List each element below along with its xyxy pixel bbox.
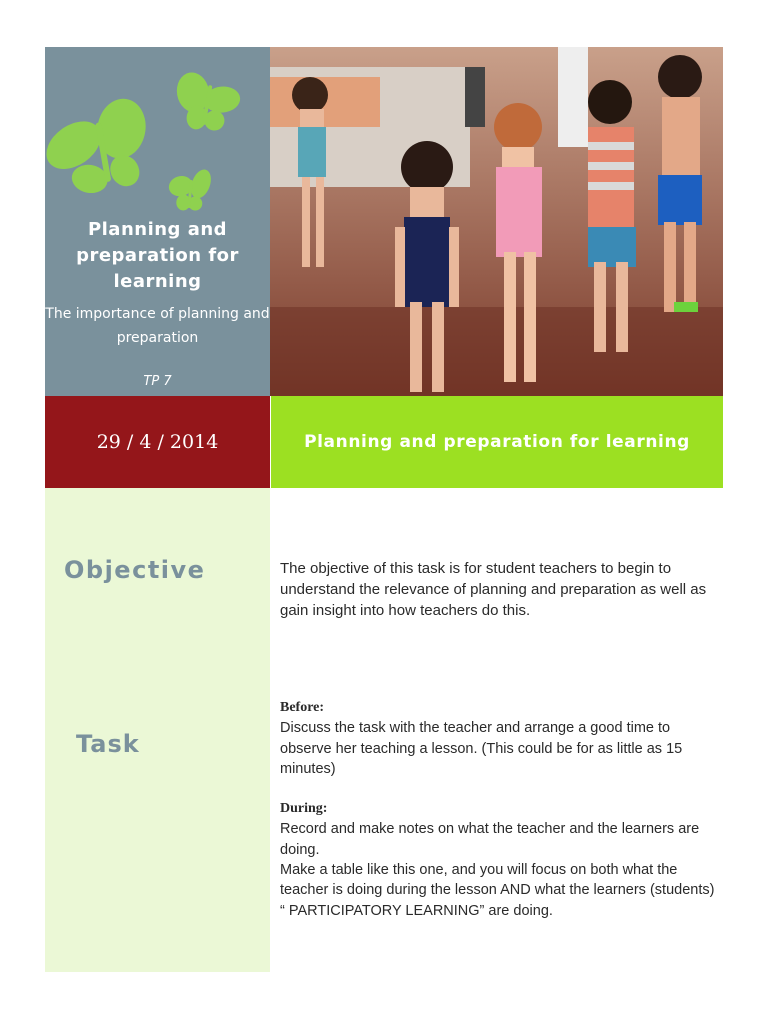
objective-heading: Objective [64,556,206,584]
date-banner [45,396,270,488]
banner-title: Planning and preparation for learning [304,432,690,452]
before-text: Discuss the task with the teacher and arrange a good time to observe her teaching a lesson. (This could be for as little as 15 minutes) [280,720,683,777]
page-title: Planning and preparation for learning [76,219,239,292]
task-body [280,698,720,921]
during-text-1: Record and make notes on what the teacher and the learners are doing. [280,821,700,858]
during-label: During: [280,801,328,817]
during-text-2: Make a table like this one, and you will focus on both what the teacher is doing during the lesson AND what the learners (students) “ PARTICIPATORY LEARNING” are doing. [280,862,715,919]
children-photo [270,47,723,396]
task-heading: Task [76,730,140,758]
section-banner [271,396,723,488]
before-label: Before: [280,700,325,715]
date-text: 29 / 4 / 2014 [96,431,219,453]
butterfly-icon [45,47,270,227]
title-panel [45,47,270,396]
module-code: TP 7 [143,374,172,389]
objective-text: The objective of this task is for student teachers to begin to understand the relevance of planning and preparation as well as gain insight into how teachers do this. [280,560,707,619]
page-subtitle: The importance of planning and preparation [45,306,270,346]
